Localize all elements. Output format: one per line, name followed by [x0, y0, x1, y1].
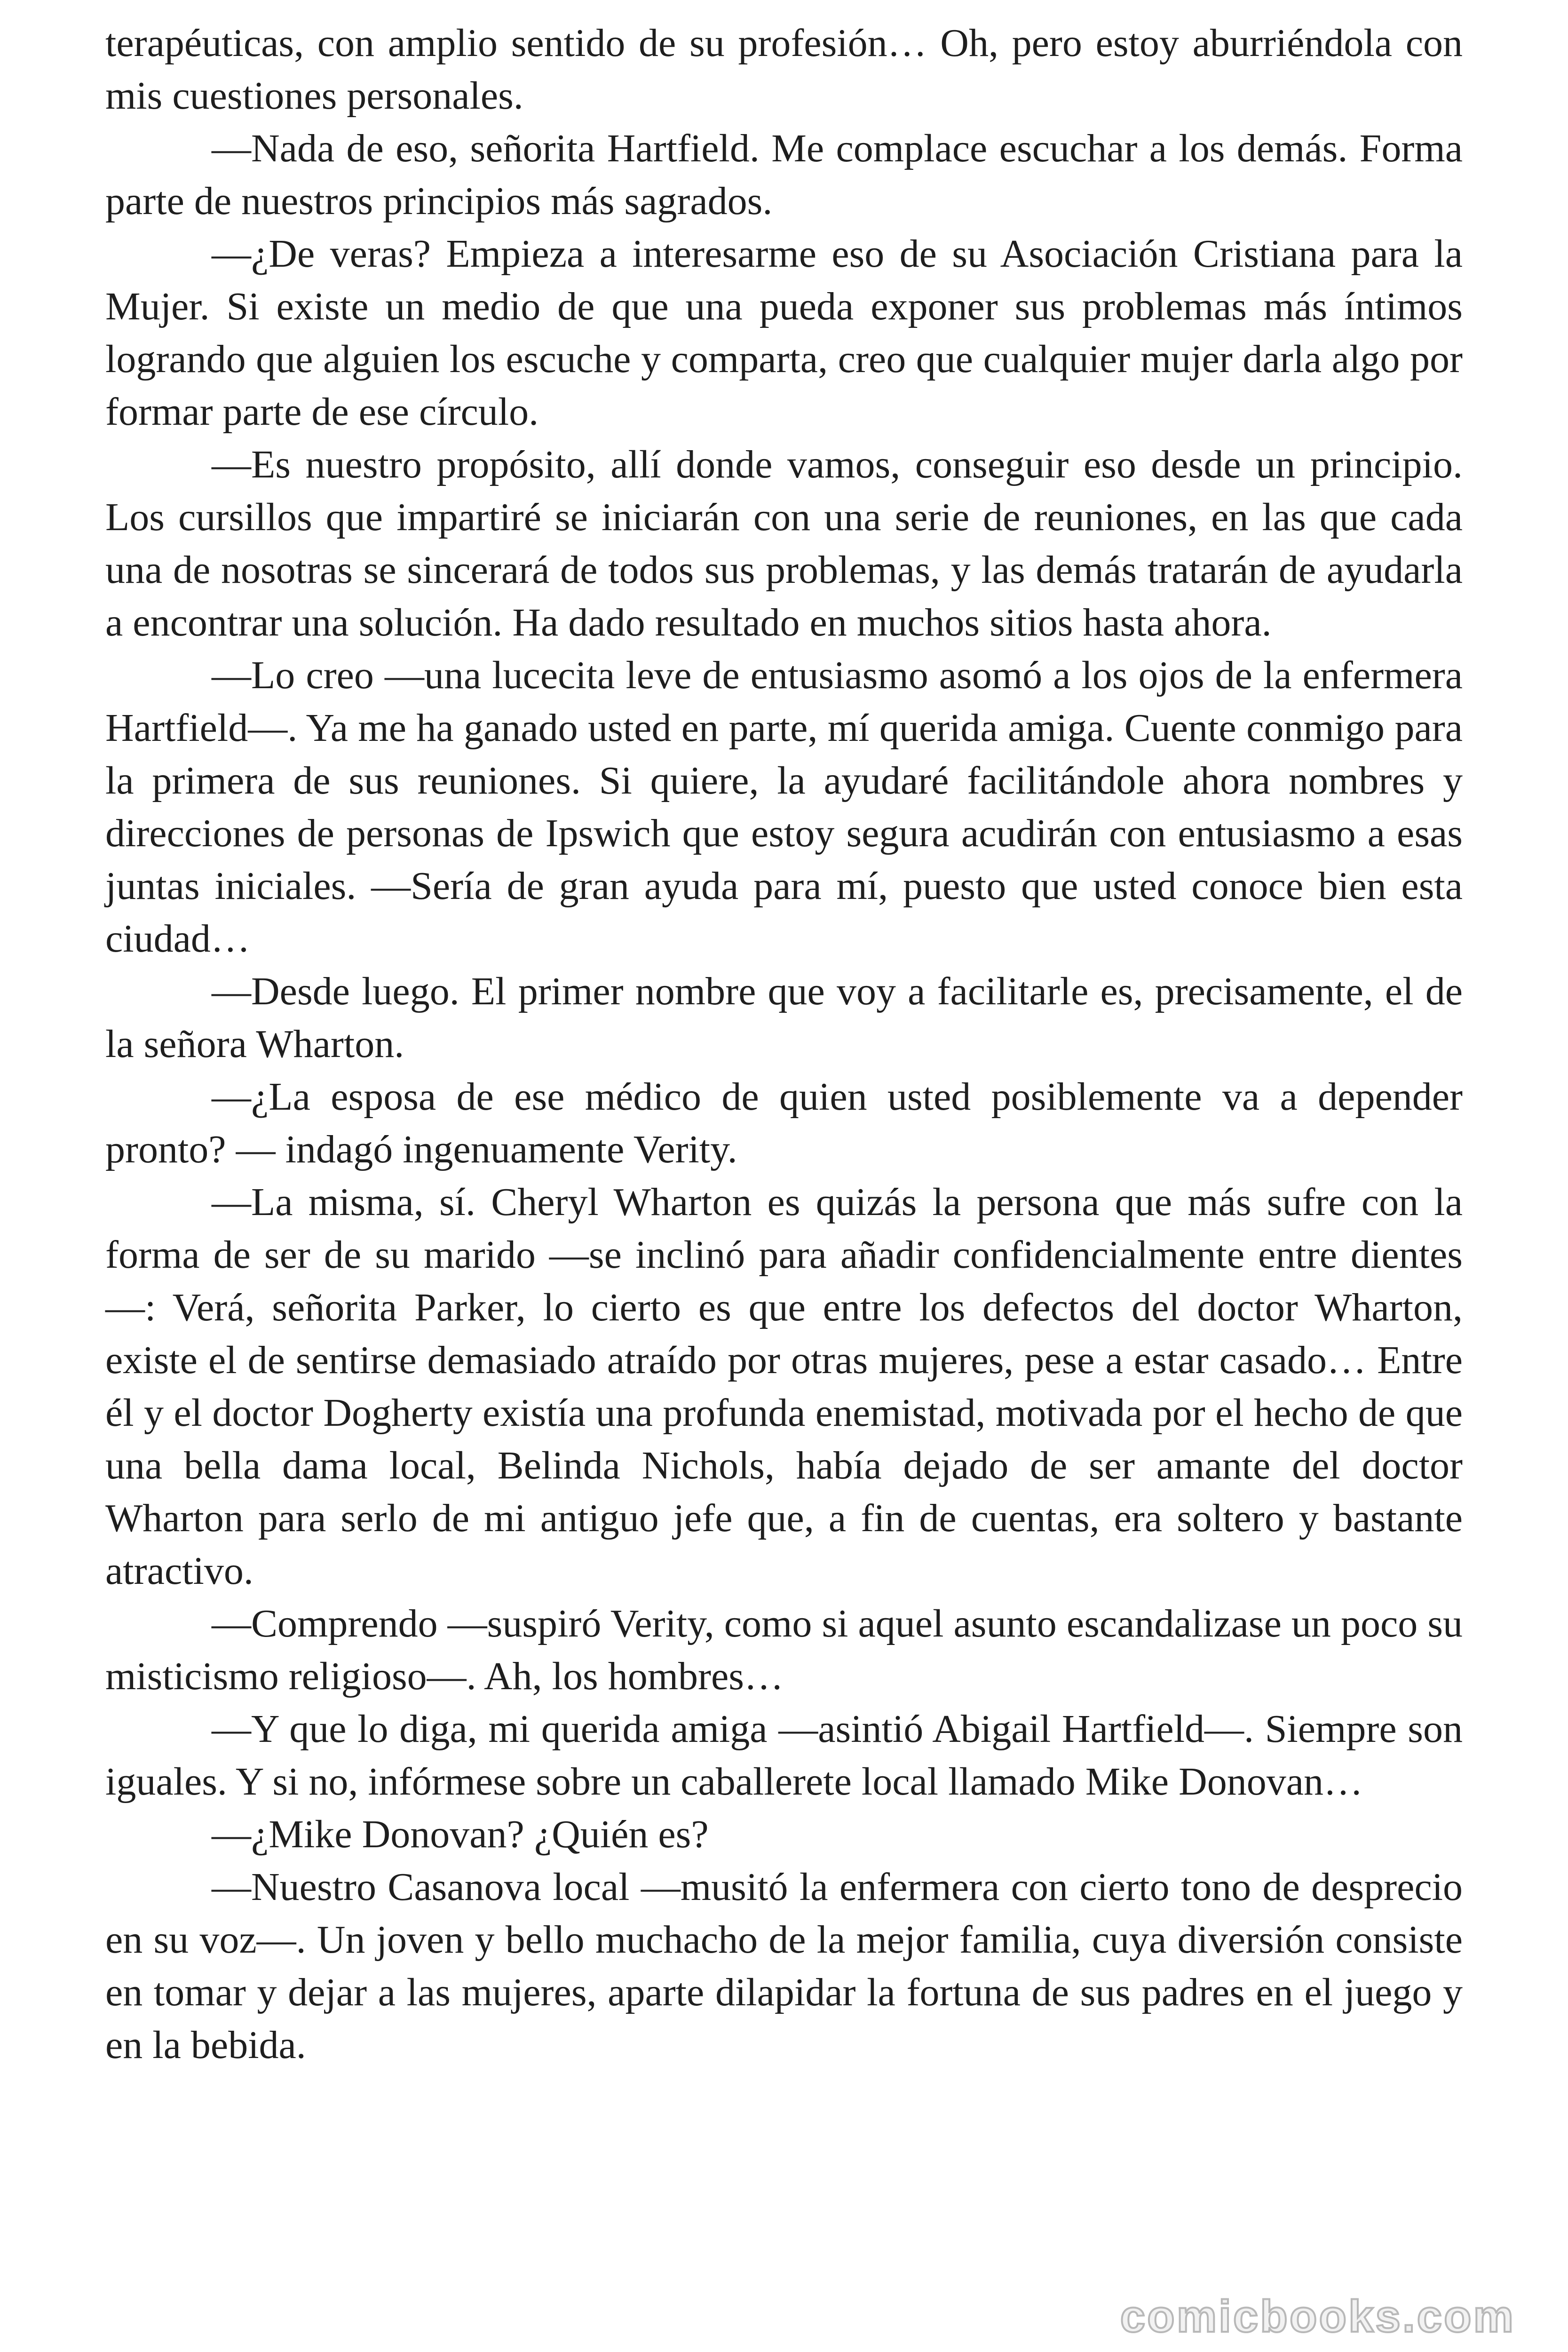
paragraph-9: —Comprendo —suspiró Verity, como si aquel asunto escandalizase un poco su misticismo religioso—. Ah, los hombres… — [105, 1602, 1463, 1698]
paragraph-5: —Lo creo —una lucecita leve de entusiasmo asomó a los ojos de la enfermera Hartfield—. Ya me ha ganado usted en parte, mí querida amiga. Cuente conmigo para la primera de sus reuniones. Si quiere, la ayudaré facilitándole ahora nombres y direcciones de personas de Ipswich que estoy segura acudirán con entusiasmo a esas juntas iniciales. —Sería de gran ayuda para mí, puesto que usted conoce bien esta ciudad… — [105, 653, 1463, 961]
watermark: comicbooks.com — [1120, 2291, 1515, 2342]
paragraph-3: —¿De veras? Empieza a interesarme eso de su Asociación Cristiana para la Mujer. Si existe un medio de que una pueda exponer sus problemas más íntimos logrando que alguien los escuche y comparta, creo que cualquier mujer darla algo por formar parte de ese círculo. — [105, 232, 1463, 434]
paragraph-1: terapéuticas, con amplio sentido de su profesión… Oh, pero estoy aburriéndola con mis cuestiones personales. — [105, 21, 1463, 118]
paragraph-6: —Desde luego. El primer nombre que voy a facilitarle es, precisamente, el de la señora Wharton. — [105, 969, 1463, 1066]
paragraph-12: —Nuestro Casanova local —musitó la enfermera con cierto tono de desprecio en su voz—. Un joven y bello muchacho de la mejor familia, cuya diversión consiste en tomar y dejar a las mujeres, aparte dilapidar la fortuna de sus padres en el juego y en la bebida. — [105, 1865, 1463, 2067]
paragraph-11: —¿Mike Donovan? ¿Quién es? — [212, 1812, 709, 1856]
paragraph-8: —La misma, sí. Cheryl Wharton es quizás la persona que más sufre con la forma de ser de su marido —se inclinó para añadir confidencialmente entre dientes—: Verá, señorita Parker, lo cierto es que entre los defectos del doctor Wharton, existe el de sentirse demasiado atraído por otras mujeres, pese a estar casado… Entre él y el doctor Dogherty existía una profunda enemistad, motivada por el hecho de que una bella dama local, Belinda Nichols, había dejado de ser amante del doctor Wharton para serlo de mi antiguo jefe que, a fin de cuentas, era soltero y bastante atractivo. — [105, 1180, 1463, 1593]
paragraph-4: —Es nuestro propósito, allí donde vamos, conseguir eso desde un principio. Los cursillos que impartiré se iniciarán con una serie de reuniones, en las que cada una de nosotras se sincerará de todos sus problemas, y las demás tratarán de ayudarla a encontrar una solución. Ha dado resultado en muchos sitios hasta ahora. — [105, 443, 1463, 644]
paragraph-2: —Nada de eso, señorita Hartfield. Me complace escuchar a los demás. Forma parte de nuestros principios más sagrados. — [105, 127, 1463, 223]
paragraph-7: —¿La esposa de ese médico de quien usted posiblemente va a depender pronto? — indagó ingenuamente Verity. — [105, 1075, 1463, 1171]
book-page — [105, 17, 1463, 2072]
paragraph-10: —Y que lo diga, mi querida amiga —asintió Abigail Hartfield—. Siempre son iguales. Y si no, infórmese sobre un caballerete local llamado Mike Donovan… — [105, 1707, 1463, 1804]
